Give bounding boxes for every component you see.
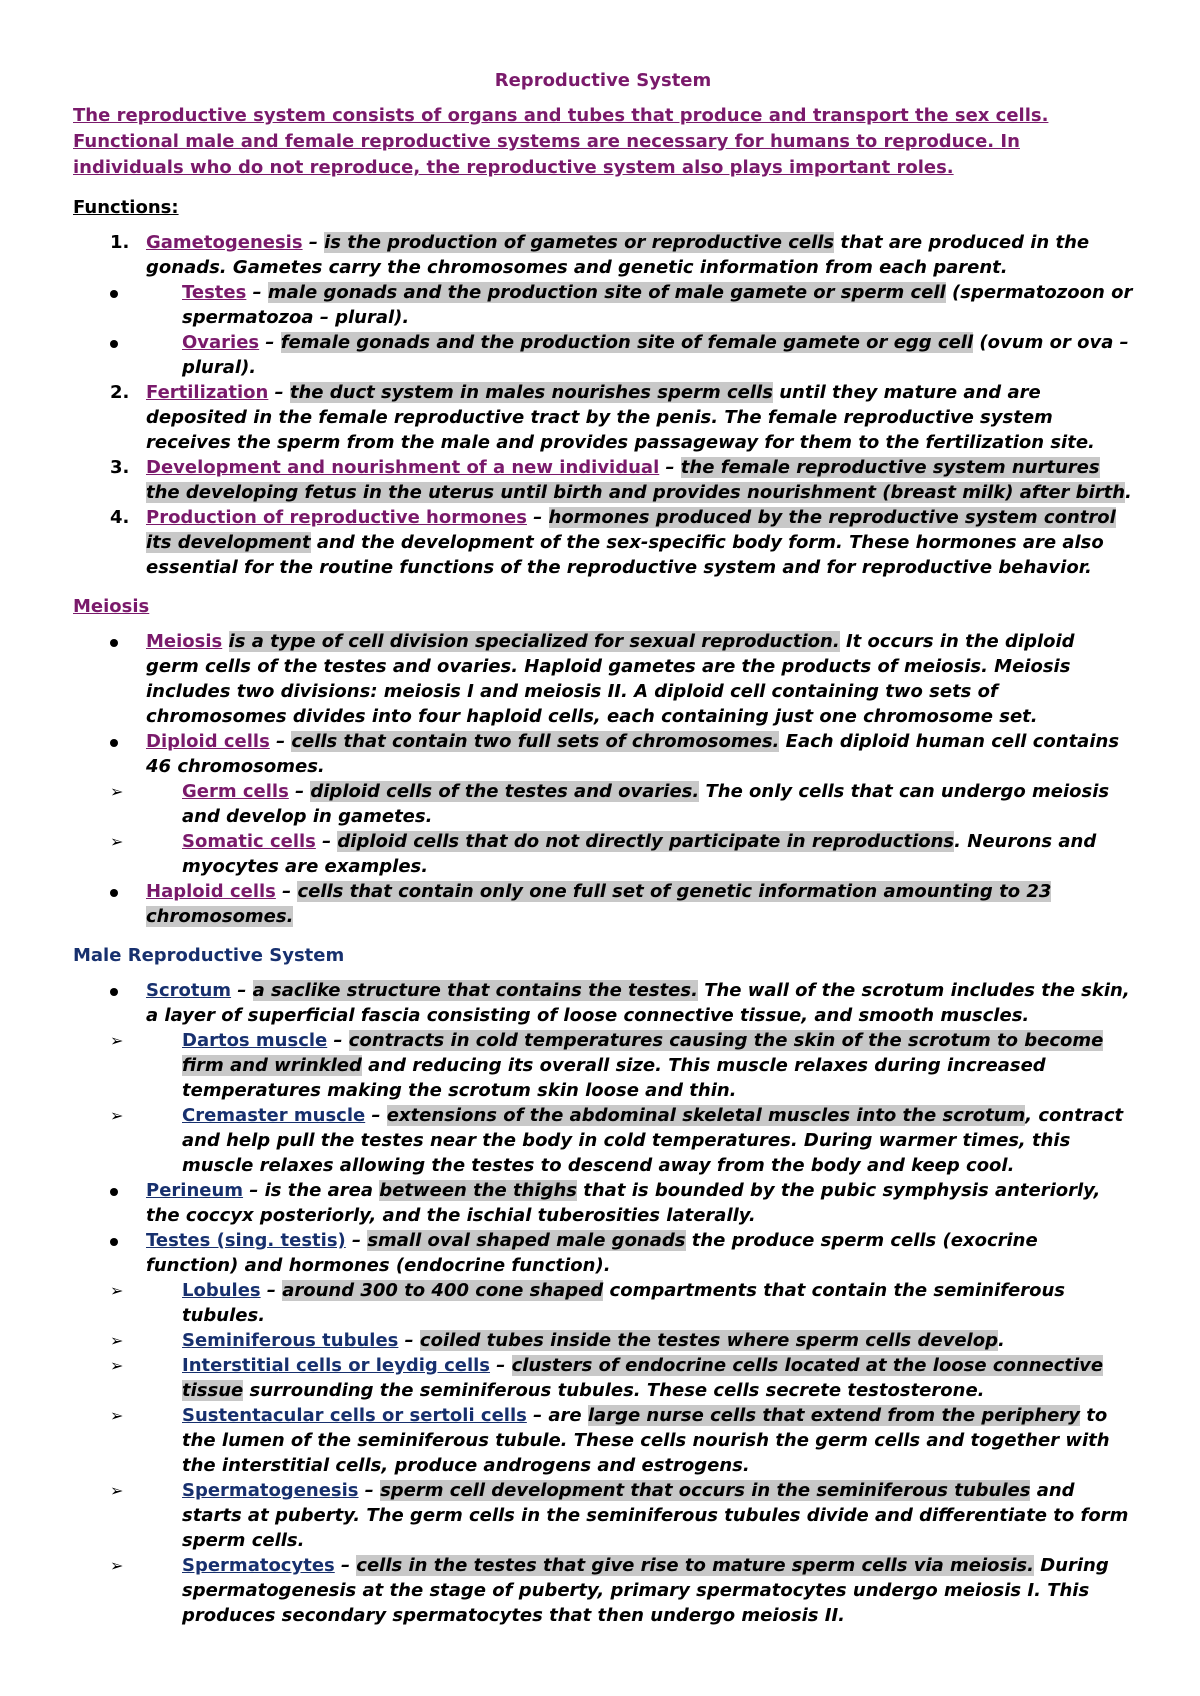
body-text: Each diploid human cell contains 46 chromosomes. bbox=[146, 731, 1120, 777]
list-item bbox=[110, 1103, 1133, 1178]
highlight-text: extensions of the abdominal skeletal muscles into the scrotum bbox=[386, 1105, 1026, 1126]
term-lobules: Lobules bbox=[182, 1280, 261, 1301]
list-number: 4. bbox=[110, 507, 130, 528]
dash: – are bbox=[526, 1405, 588, 1426]
bullet-icon bbox=[110, 1178, 118, 1203]
dash: – bbox=[490, 1355, 512, 1376]
arrow-bullet-icon: ➢ bbox=[110, 1556, 124, 1575]
bullet-icon bbox=[110, 280, 118, 305]
bullet-icon bbox=[110, 629, 118, 654]
highlight-text: cells in the testes that give rise to mature sperm cells via meiosis. bbox=[356, 1555, 1034, 1576]
dash: – bbox=[398, 1330, 420, 1351]
list-item bbox=[146, 879, 1133, 929]
body-text: and the development of the sex-specific body form. These hormones are also essential for the routine functions of the reproductive system and for reproductive behavior. bbox=[146, 532, 1104, 578]
highlight-text: diploid cells of the testes and ovaries. bbox=[310, 781, 700, 802]
list-item bbox=[146, 1178, 1133, 1228]
term-cremaster-muscle: Cremaster muscle bbox=[182, 1105, 366, 1126]
highlight-text: cells that contain only one full set of genetic information amounting to 23 chromosomes. bbox=[146, 881, 1052, 927]
list-number: 3. bbox=[110, 457, 130, 478]
term-development: Development and nourishment of a new individual bbox=[146, 457, 660, 478]
highlight-text: is a type of cell division specialized for sexual reproduction. bbox=[228, 631, 840, 652]
dash: – bbox=[268, 382, 290, 403]
term-spermatogenesis: Spermatogenesis bbox=[182, 1480, 359, 1501]
list-item bbox=[110, 455, 1133, 505]
term-perineum: Perineum bbox=[146, 1180, 244, 1201]
highlight-text: cells that contain two full sets of chromosomes. bbox=[291, 731, 780, 752]
bullet-icon bbox=[110, 1228, 118, 1253]
highlight-text: clusters of endocrine cells located at the loose connective tissue bbox=[182, 1355, 1104, 1401]
highlight-text: around 300 to 400 cone shaped bbox=[282, 1280, 604, 1301]
arrow-bullet-icon: ➢ bbox=[110, 1481, 124, 1500]
highlight-text: large nurse cells that extend from the periphery bbox=[587, 1405, 1081, 1426]
list-item bbox=[110, 1403, 1133, 1478]
highlight-text: is the production of gametes or reproductive cells bbox=[324, 232, 835, 253]
list-number: 2. bbox=[110, 382, 130, 403]
meiosis-heading: Meiosis bbox=[73, 596, 150, 617]
dash: – bbox=[526, 507, 549, 528]
term-ovaries: Ovaries bbox=[182, 332, 260, 353]
body-text: During spermatogenesis at the stage of puberty, primary spermatocytes undergo meiosis I. This produces secondary spermatocytes that then undergo meiosis II. bbox=[182, 1555, 1109, 1626]
dash: – bbox=[365, 1105, 387, 1126]
highlight-text: small oval shaped male gonads bbox=[367, 1230, 686, 1251]
dash: – bbox=[275, 881, 298, 902]
term-diploid-cells: Diploid cells bbox=[146, 731, 270, 752]
arrow-bullet-icon: ➢ bbox=[110, 832, 124, 851]
term-somatic-cells: Somatic cells bbox=[182, 831, 316, 852]
dash: – bbox=[260, 1280, 283, 1301]
dash: – bbox=[302, 232, 325, 253]
list-item bbox=[110, 505, 1133, 580]
dash: – bbox=[358, 1480, 381, 1501]
body-text: (spermatozoon or spermatozoa – plural). bbox=[182, 282, 1133, 328]
dash: – bbox=[288, 781, 311, 802]
bullet-icon bbox=[110, 978, 118, 1003]
term-testes: Testes bbox=[182, 282, 247, 303]
highlight-text: between the thighs bbox=[379, 1180, 577, 1201]
list-item bbox=[110, 230, 1133, 280]
body-text: . bbox=[1125, 482, 1132, 503]
term-interstitial-cells: Interstitial cells or leydig cells bbox=[182, 1355, 491, 1376]
list-item bbox=[146, 280, 1133, 330]
bullet-icon bbox=[110, 879, 118, 904]
list-item bbox=[110, 380, 1133, 455]
arrow-bullet-icon: ➢ bbox=[110, 782, 124, 801]
dash: – bbox=[345, 1230, 368, 1251]
bullet-icon bbox=[110, 729, 118, 754]
body-text: , contract and help pull the testes near the body in cold temperatures. During warmer times, this muscle relaxes allowing the testes to descend away from the body and keep cool. bbox=[182, 1105, 1124, 1176]
list-item bbox=[110, 1278, 1133, 1328]
term-germ-cells: Germ cells bbox=[182, 781, 289, 802]
arrow-bullet-icon: ➢ bbox=[110, 1331, 124, 1350]
document-page bbox=[73, 60, 1133, 1628]
highlight-text: contracts in cold temperatures causing the skin of the scrotum to become firm and wrinkled bbox=[182, 1030, 1104, 1076]
list-item bbox=[110, 779, 1133, 829]
functions-list bbox=[73, 230, 1133, 580]
list-item bbox=[146, 978, 1133, 1028]
list-item bbox=[110, 1553, 1133, 1628]
dash bbox=[222, 631, 228, 652]
term-hormones: Production of reproductive hormones bbox=[146, 507, 527, 528]
meiosis-list bbox=[73, 629, 1133, 929]
highlight-text: the female reproductive system nurtures the developing fetus in the uterus until birth and provides nourishment (breast milk) after birth bbox=[146, 457, 1126, 503]
body-text: The wall of the scrotum includes the skin, a layer of superficial fascia consisting of loose connective tissue, and smooth muscles. bbox=[146, 980, 1130, 1026]
term-meiosis: Meiosis bbox=[146, 631, 223, 652]
term-gametogenesis: Gametogenesis bbox=[146, 232, 303, 253]
intro-paragraph: The reproductive system consists of organs and tubes that produce and transport the sex cells. Functional male and female reproductive systems are necessary for humans to reproduce. In individuals who do not reproduce, the reproductive system also plays important roles. bbox=[73, 105, 1049, 178]
highlight-text: male gonads and the production site of male gamete or sperm cell bbox=[267, 282, 946, 303]
dash: – bbox=[334, 1555, 357, 1576]
body-text: the produce sperm cells (exocrine function) and hormones (endocrine function). bbox=[146, 1230, 1038, 1276]
arrow-bullet-icon: ➢ bbox=[110, 1281, 124, 1300]
term-fertilization: Fertilization bbox=[146, 382, 269, 403]
body-text: that is bounded by the pubic symphysis anteriorly, the coccyx posteriorly, and the ischial tuberosities laterally. bbox=[146, 1180, 1101, 1226]
list-item bbox=[110, 1353, 1133, 1403]
dash: – bbox=[231, 980, 253, 1001]
term-seminiferous-tubules: Seminiferous tubules bbox=[182, 1330, 399, 1351]
highlight-text: diploid cells that do not directly participate in reproductions bbox=[337, 831, 955, 852]
list-item bbox=[146, 729, 1133, 779]
body-text: that are produced in the gonads. Gametes carry the chromosomes and genetic information from each parent. bbox=[146, 232, 1090, 278]
term-dartos-muscle: Dartos muscle bbox=[182, 1030, 328, 1051]
body-text: It occurs in the diploid germ cells of the testes and ovaries. Haploid gametes are the products of meiosis. Meiosis includes two divisions: meiosis I and meiosis II. A diploid cell containing two sets of chromosomes divides into four haploid cells, each containing just one chromosome set. bbox=[146, 631, 1075, 727]
term-spermatocytes: Spermatocytes bbox=[182, 1555, 335, 1576]
arrow-bullet-icon: ➢ bbox=[110, 1106, 124, 1125]
list-item bbox=[146, 1228, 1133, 1278]
highlight-text: female gonads and the production site of female gamete or egg cell bbox=[280, 332, 974, 353]
body-text: The only cells that can undergo meiosis and develop in gametes. bbox=[182, 781, 1110, 827]
list-item bbox=[146, 330, 1133, 380]
body-text: compartments that contain the seminiferous tubules. bbox=[182, 1280, 1066, 1326]
page-title: Reproductive System bbox=[494, 70, 712, 91]
dash: – bbox=[327, 1030, 349, 1051]
male-system-heading: Male Reproductive System bbox=[73, 945, 345, 966]
list-item bbox=[110, 1478, 1133, 1553]
body-text: and starts at puberty. The germ cells in the seminiferous tubules divide and differentiate to form sperm cells. bbox=[182, 1480, 1129, 1551]
body-text: – is the area bbox=[243, 1180, 380, 1201]
term-testes: Testes (sing. testis) bbox=[146, 1230, 346, 1251]
dash: – bbox=[659, 457, 681, 478]
list-item bbox=[110, 1028, 1133, 1103]
highlight-text: a saclike structure that contains the testes. bbox=[252, 980, 698, 1001]
dash: – bbox=[269, 731, 292, 752]
list-item bbox=[110, 829, 1133, 879]
term-scrotum: Scrotum bbox=[146, 980, 232, 1001]
highlight-text: sperm cell development that occurs in the seminiferous tubules bbox=[380, 1480, 1031, 1501]
term-sustentacular-cells: Sustentacular cells or sertoli cells bbox=[182, 1405, 527, 1426]
arrow-bullet-icon: ➢ bbox=[110, 1031, 124, 1050]
body-text: . bbox=[997, 1330, 1005, 1351]
dash: – bbox=[246, 282, 268, 303]
body-text: and reducing its overall size. This muscle relaxes during increased temperatures making the scrotum skin loose and thin. bbox=[182, 1055, 1046, 1101]
arrow-bullet-icon: ➢ bbox=[110, 1406, 124, 1425]
body-text: (ovum or ova – plural). bbox=[182, 332, 1129, 378]
term-haploid-cells: Haploid cells bbox=[146, 881, 276, 902]
list-number: 1. bbox=[110, 232, 130, 253]
list-item bbox=[146, 629, 1133, 729]
list-item bbox=[110, 1328, 1133, 1353]
body-text: to the lumen of the seminiferous tubule. These cells nourish the germ cells and together with the interstitial cells, produce androgens and estrogens. bbox=[182, 1405, 1110, 1476]
highlight-text: hormones produced by the reproductive system control its development bbox=[146, 507, 1116, 553]
bullet-icon bbox=[110, 330, 118, 355]
highlight-text: coiled tubes inside the testes where sperm cells develop bbox=[419, 1330, 998, 1351]
dash: – bbox=[315, 831, 338, 852]
male-system-list bbox=[73, 978, 1133, 1628]
arrow-bullet-icon: ➢ bbox=[110, 1356, 124, 1375]
highlight-text: the duct system in males nourishes sperm cells bbox=[289, 382, 773, 403]
dash: – bbox=[259, 332, 281, 353]
functions-heading: Functions: bbox=[73, 197, 179, 218]
body-text: . Neurons and myocytes are examples. bbox=[182, 831, 1097, 877]
body-text: surrounding the seminiferous tubules. These cells secrete testosterone. bbox=[243, 1380, 985, 1401]
body-text: until they mature and are deposited in the female reproductive tract by the penis. The female reproductive system receives the sperm from the male and provides passageway for them to the fertilization site. bbox=[146, 382, 1095, 453]
